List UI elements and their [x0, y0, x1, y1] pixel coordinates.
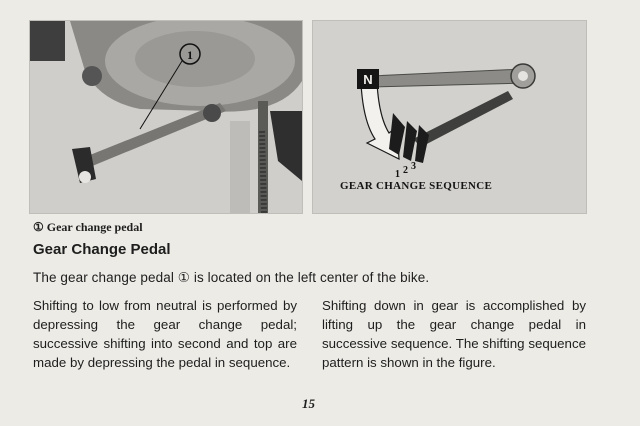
gear-pedal-illustration	[30, 21, 302, 213]
section-title: Gear Change Pedal	[33, 241, 171, 258]
neutral-label: N	[363, 72, 373, 87]
gear-number-2: 2	[403, 165, 408, 176]
gear-pedal-photo	[29, 20, 303, 214]
callout-number: 1	[187, 48, 193, 62]
intro-paragraph: The gear change pedal ① is located on the left center of the bike.	[33, 270, 430, 285]
figure-caption: ① Gear change pedal	[33, 220, 143, 234]
body-column-left: Shifting to low from neutral is performed by depressing the gear change pedal; successive shifting into second and top are made by depressing the pedal in sequence.	[33, 298, 297, 370]
page-number: 15	[302, 396, 315, 411]
gear-sequence-photo	[312, 20, 587, 214]
body-column-right: Shifting down in gear is accomplished by lifting up the gear change pedal in successive sequence. The shifting sequence pattern is shown in the figure.	[322, 298, 586, 370]
gear-number-1: 1	[395, 169, 400, 180]
gear-sequence-caption: GEAR CHANGE SEQUENCE	[340, 180, 493, 192]
gear-number-3: 3	[411, 161, 416, 172]
